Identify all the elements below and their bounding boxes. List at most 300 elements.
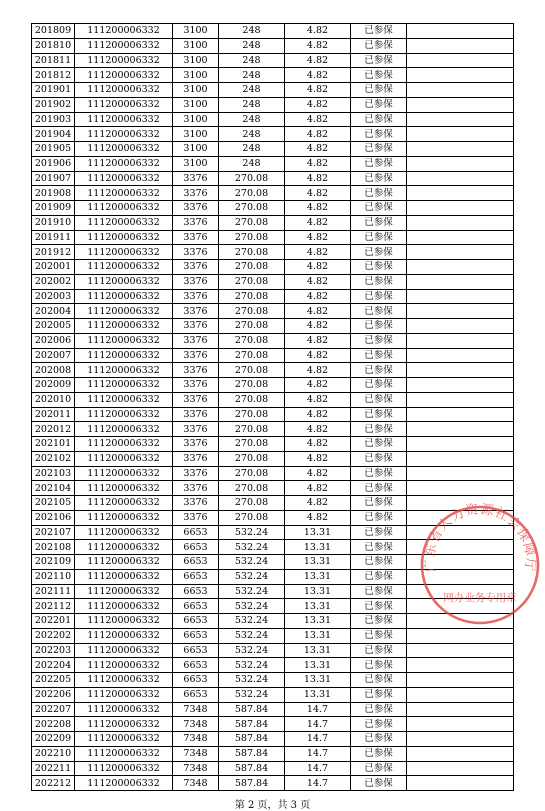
table-cell-base: 6653 — [173, 643, 219, 658]
table-row — [32, 422, 514, 437]
table-cell-status: 已参保 — [351, 53, 407, 68]
table-cell-base: 3100 — [173, 112, 219, 127]
table-cell-period: 201811 — [32, 53, 75, 68]
table-row — [32, 776, 514, 791]
table-cell-base: 6653 — [173, 540, 219, 555]
table-cell-account: 111200006332 — [75, 38, 173, 53]
table-row — [32, 348, 514, 363]
table-cell-note — [407, 201, 514, 216]
table-cell-period: 202005 — [32, 319, 75, 334]
table-cell-base: 6653 — [173, 628, 219, 643]
table-row — [32, 363, 514, 378]
table-cell-period: 202004 — [32, 304, 75, 319]
table-cell-rate: 4.82 — [285, 245, 351, 260]
table-cell-amount: 248 — [219, 127, 285, 142]
table-cell-base: 6653 — [173, 614, 219, 629]
table-cell-status: 已参保 — [351, 599, 407, 614]
table-cell-note — [407, 348, 514, 363]
table-row — [32, 289, 514, 304]
table-cell-status: 已参保 — [351, 437, 407, 452]
table-cell-period: 202109 — [32, 555, 75, 570]
table-cell-note — [407, 776, 514, 791]
table-cell-account: 111200006332 — [75, 599, 173, 614]
table-cell-rate: 4.82 — [285, 215, 351, 230]
table-cell-amount: 270.08 — [219, 230, 285, 245]
table-cell-amount: 270.08 — [219, 289, 285, 304]
table-cell-base: 7348 — [173, 717, 219, 732]
table-cell-period: 201904 — [32, 127, 75, 142]
table-cell-note — [407, 304, 514, 319]
table-cell-rate: 4.82 — [285, 156, 351, 171]
table-cell-rate: 4.82 — [285, 333, 351, 348]
table-cell-account: 111200006332 — [75, 289, 173, 304]
table-cell-rate: 4.82 — [285, 142, 351, 157]
table-cell-account: 111200006332 — [75, 53, 173, 68]
table-cell-period: 201909 — [32, 201, 75, 216]
table-row — [32, 230, 514, 245]
table-cell-status: 已参保 — [351, 112, 407, 127]
table-cell-period: 202209 — [32, 732, 75, 747]
table-row — [32, 673, 514, 688]
table-cell-base: 7348 — [173, 732, 219, 747]
table-cell-account: 111200006332 — [75, 83, 173, 98]
table-cell-rate: 13.31 — [285, 584, 351, 599]
table-cell-period: 202010 — [32, 392, 75, 407]
table-cell-account: 111200006332 — [75, 687, 173, 702]
table-cell-amount: 532.24 — [219, 658, 285, 673]
table-row — [32, 481, 514, 496]
table-cell-note — [407, 156, 514, 171]
table-cell-base: 7348 — [173, 746, 219, 761]
table-cell-period: 202204 — [32, 658, 75, 673]
table-row — [32, 392, 514, 407]
table-cell-rate: 4.82 — [285, 392, 351, 407]
table-cell-status: 已参保 — [351, 569, 407, 584]
table-cell-base: 6653 — [173, 599, 219, 614]
table-cell-base: 3376 — [173, 348, 219, 363]
table-cell-note — [407, 363, 514, 378]
table-cell-status: 已参保 — [351, 776, 407, 791]
table-cell-account: 111200006332 — [75, 510, 173, 525]
table-cell-note — [407, 230, 514, 245]
table-cell-note — [407, 333, 514, 348]
table-cell-account: 111200006332 — [75, 584, 173, 599]
table-cell-base: 6653 — [173, 673, 219, 688]
table-cell-note — [407, 746, 514, 761]
table-cell-amount: 587.84 — [219, 776, 285, 791]
table-cell-status: 已参保 — [351, 392, 407, 407]
table-cell-note — [407, 422, 514, 437]
table-cell-period: 202111 — [32, 584, 75, 599]
table-cell-base: 3100 — [173, 156, 219, 171]
table-cell-period: 202006 — [32, 333, 75, 348]
table-cell-status: 已参保 — [351, 230, 407, 245]
table-cell-base: 3376 — [173, 215, 219, 230]
table-cell-account: 111200006332 — [75, 761, 173, 776]
table-row — [32, 687, 514, 702]
table-cell-status: 已参保 — [351, 628, 407, 643]
table-cell-status: 已参保 — [351, 643, 407, 658]
table-cell-account: 111200006332 — [75, 540, 173, 555]
table-cell-status: 已参保 — [351, 407, 407, 422]
table-cell-account: 111200006332 — [75, 407, 173, 422]
table-cell-amount: 532.24 — [219, 673, 285, 688]
table-cell-base: 3376 — [173, 260, 219, 275]
table-cell-rate: 4.82 — [285, 378, 351, 393]
table-cell-status: 已参保 — [351, 289, 407, 304]
table-cell-account: 111200006332 — [75, 97, 173, 112]
table-cell-amount: 532.24 — [219, 540, 285, 555]
table-cell-note — [407, 68, 514, 83]
table-cell-base: 3376 — [173, 451, 219, 466]
table-cell-amount: 270.08 — [219, 348, 285, 363]
table-cell-rate: 13.31 — [285, 614, 351, 629]
table-cell-account: 111200006332 — [75, 245, 173, 260]
table-cell-note — [407, 127, 514, 142]
table-cell-rate: 4.82 — [285, 260, 351, 275]
table-cell-rate: 13.31 — [285, 540, 351, 555]
table-cell-status: 已参保 — [351, 260, 407, 275]
table-cell-status: 已参保 — [351, 761, 407, 776]
official-seal-stamp — [418, 503, 542, 627]
table-cell-note — [407, 289, 514, 304]
table-cell-status: 已参保 — [351, 614, 407, 629]
table-cell-note — [407, 658, 514, 673]
table-cell-note — [407, 732, 514, 747]
table-cell-note — [407, 24, 514, 39]
table-cell-account: 111200006332 — [75, 274, 173, 289]
table-row — [32, 717, 514, 732]
table-cell-rate: 4.82 — [285, 53, 351, 68]
table-cell-base: 3100 — [173, 83, 219, 98]
table-cell-amount: 248 — [219, 24, 285, 39]
table-cell-period: 201901 — [32, 83, 75, 98]
table-cell-rate: 14.7 — [285, 717, 351, 732]
table-cell-status: 已参保 — [351, 68, 407, 83]
table-cell-amount: 270.08 — [219, 481, 285, 496]
table-cell-base: 3376 — [173, 186, 219, 201]
table-cell-period: 201905 — [32, 142, 75, 157]
table-cell-account: 111200006332 — [75, 156, 173, 171]
table-cell-base: 3376 — [173, 510, 219, 525]
table-cell-status: 已参保 — [351, 186, 407, 201]
table-cell-rate: 14.7 — [285, 732, 351, 747]
table-cell-status: 已参保 — [351, 97, 407, 112]
table-cell-status: 已参保 — [351, 496, 407, 511]
table-cell-period: 202207 — [32, 702, 75, 717]
table-cell-note — [407, 687, 514, 702]
table-row — [32, 746, 514, 761]
table-cell-period: 201910 — [32, 215, 75, 230]
table-row — [32, 142, 514, 157]
table-cell-period: 202012 — [32, 422, 75, 437]
table-row — [32, 53, 514, 68]
table-cell-note — [407, 142, 514, 157]
table-cell-base: 7348 — [173, 761, 219, 776]
table-cell-status: 已参保 — [351, 687, 407, 702]
table-cell-amount: 270.08 — [219, 186, 285, 201]
table-cell-base: 3100 — [173, 142, 219, 157]
svg-text:广东省人力资源社会保障厅 — [423, 503, 539, 573]
table-cell-period: 202101 — [32, 437, 75, 452]
table-cell-rate: 4.82 — [285, 466, 351, 481]
table-cell-amount: 270.08 — [219, 407, 285, 422]
table-cell-note — [407, 186, 514, 201]
table-cell-account: 111200006332 — [75, 422, 173, 437]
table-cell-period: 202108 — [32, 540, 75, 555]
table-cell-account: 111200006332 — [75, 201, 173, 216]
table-cell-period: 202008 — [32, 363, 75, 378]
table-cell-account: 111200006332 — [75, 614, 173, 629]
table-cell-status: 已参保 — [351, 38, 407, 53]
table-row — [32, 245, 514, 260]
table-cell-amount: 270.08 — [219, 422, 285, 437]
table-cell-account: 111200006332 — [75, 392, 173, 407]
table-cell-base: 3376 — [173, 245, 219, 260]
table-cell-base: 3376 — [173, 333, 219, 348]
table-cell-status: 已参保 — [351, 156, 407, 171]
table-cell-base: 3376 — [173, 304, 219, 319]
table-cell-rate: 4.82 — [285, 363, 351, 378]
table-cell-note — [407, 171, 514, 186]
table-row — [32, 201, 514, 216]
table-cell-rate: 13.31 — [285, 555, 351, 570]
table-cell-rate: 4.82 — [285, 348, 351, 363]
table-row — [32, 215, 514, 230]
table-cell-account: 111200006332 — [75, 112, 173, 127]
table-cell-base: 3376 — [173, 378, 219, 393]
table-cell-account: 111200006332 — [75, 525, 173, 540]
table-cell-base: 3376 — [173, 171, 219, 186]
table-cell-period: 201903 — [32, 112, 75, 127]
table-cell-note — [407, 761, 514, 776]
table-cell-base: 3376 — [173, 466, 219, 481]
table-cell-amount: 270.08 — [219, 171, 285, 186]
table-row — [32, 451, 514, 466]
table-cell-period: 201810 — [32, 38, 75, 53]
table-cell-period: 202208 — [32, 717, 75, 732]
table-cell-rate: 14.7 — [285, 702, 351, 717]
table-cell-amount: 248 — [219, 112, 285, 127]
table-cell-base: 6653 — [173, 569, 219, 584]
table-cell-note — [407, 717, 514, 732]
table-cell-account: 111200006332 — [75, 142, 173, 157]
table-cell-rate: 4.82 — [285, 83, 351, 98]
table-cell-period: 202202 — [32, 628, 75, 643]
table-cell-rate: 14.7 — [285, 761, 351, 776]
table-cell-account: 111200006332 — [75, 451, 173, 466]
table-cell-amount: 248 — [219, 97, 285, 112]
table-row — [32, 83, 514, 98]
table-cell-account: 111200006332 — [75, 569, 173, 584]
table-cell-status: 已参保 — [351, 746, 407, 761]
table-cell-rate: 4.82 — [285, 201, 351, 216]
table-cell-base: 3100 — [173, 53, 219, 68]
table-cell-status: 已参保 — [351, 525, 407, 540]
table-cell-amount: 532.24 — [219, 569, 285, 584]
table-cell-status: 已参保 — [351, 673, 407, 688]
table-cell-amount: 270.08 — [219, 260, 285, 275]
table-cell-account: 111200006332 — [75, 363, 173, 378]
table-cell-base: 3376 — [173, 230, 219, 245]
table-cell-account: 111200006332 — [75, 732, 173, 747]
table-cell-base: 3376 — [173, 407, 219, 422]
table-cell-account: 111200006332 — [75, 628, 173, 643]
table-cell-status: 已参保 — [351, 732, 407, 747]
table-cell-note — [407, 702, 514, 717]
table-cell-base: 3100 — [173, 68, 219, 83]
table-row — [32, 702, 514, 717]
table-row — [32, 97, 514, 112]
table-cell-status: 已参保 — [351, 201, 407, 216]
table-cell-amount: 532.24 — [219, 643, 285, 658]
table-cell-base: 6653 — [173, 658, 219, 673]
table-cell-rate: 4.82 — [285, 422, 351, 437]
table-cell-period: 202104 — [32, 481, 75, 496]
table-cell-period: 202009 — [32, 378, 75, 393]
insurance-records-table — [31, 23, 514, 791]
table-cell-rate: 4.82 — [285, 496, 351, 511]
table-cell-base: 6653 — [173, 687, 219, 702]
table-cell-status: 已参保 — [351, 127, 407, 142]
table-cell-status: 已参保 — [351, 584, 407, 599]
table-cell-rate: 14.7 — [285, 776, 351, 791]
table-cell-amount: 532.24 — [219, 584, 285, 599]
table-cell-amount: 532.24 — [219, 628, 285, 643]
table-cell-amount: 270.08 — [219, 363, 285, 378]
table-cell-amount: 270.08 — [219, 466, 285, 481]
table-cell-note — [407, 112, 514, 127]
table-cell-rate: 13.31 — [285, 658, 351, 673]
table-cell-note — [407, 392, 514, 407]
table-cell-rate: 4.82 — [285, 407, 351, 422]
table-cell-account: 111200006332 — [75, 260, 173, 275]
table-cell-rate: 4.82 — [285, 171, 351, 186]
table-cell-period: 202107 — [32, 525, 75, 540]
table-row — [32, 437, 514, 452]
table-cell-status: 已参保 — [351, 466, 407, 481]
table-cell-amount: 270.08 — [219, 510, 285, 525]
table-cell-base: 3376 — [173, 392, 219, 407]
table-cell-rate: 4.82 — [285, 24, 351, 39]
table-cell-account: 111200006332 — [75, 466, 173, 481]
table-cell-base: 3376 — [173, 481, 219, 496]
table-cell-rate: 4.82 — [285, 481, 351, 496]
table-cell-note — [407, 274, 514, 289]
table-cell-amount: 270.08 — [219, 201, 285, 216]
table-cell-note — [407, 260, 514, 275]
table-cell-rate: 4.82 — [285, 68, 351, 83]
table-cell-rate: 4.82 — [285, 230, 351, 245]
table-cell-account: 111200006332 — [75, 127, 173, 142]
table-cell-period: 201809 — [32, 24, 75, 39]
table-cell-note — [407, 481, 514, 496]
table-row — [32, 304, 514, 319]
table-cell-period: 202206 — [32, 687, 75, 702]
table-row — [32, 319, 514, 334]
table-cell-note — [407, 215, 514, 230]
table-cell-status: 已参保 — [351, 304, 407, 319]
table-cell-account: 111200006332 — [75, 437, 173, 452]
table-cell-period: 202212 — [32, 776, 75, 791]
table-cell-period: 201812 — [32, 68, 75, 83]
table-cell-base: 3100 — [173, 97, 219, 112]
table-row — [32, 628, 514, 643]
table-cell-amount: 532.24 — [219, 599, 285, 614]
table-cell-period: 201912 — [32, 245, 75, 260]
table-cell-base: 7348 — [173, 776, 219, 791]
table-cell-status: 已参保 — [351, 363, 407, 378]
table-cell-rate: 13.31 — [285, 628, 351, 643]
table-cell-base: 3100 — [173, 127, 219, 142]
table-cell-status: 已参保 — [351, 555, 407, 570]
table-row — [32, 732, 514, 747]
table-cell-rate: 4.82 — [285, 38, 351, 53]
table-cell-amount: 270.08 — [219, 274, 285, 289]
seal-ring-text: 广东省人力资源社会保障厅 — [422, 503, 538, 573]
table-cell-rate: 13.31 — [285, 687, 351, 702]
table-cell-amount: 270.08 — [219, 333, 285, 348]
table-cell-rate: 13.31 — [285, 643, 351, 658]
table-cell-note — [407, 407, 514, 422]
table-cell-amount: 270.08 — [219, 496, 285, 511]
table-cell-account: 111200006332 — [75, 746, 173, 761]
table-cell-account: 111200006332 — [75, 643, 173, 658]
table-cell-amount: 248 — [219, 53, 285, 68]
table-cell-amount: 532.24 — [219, 614, 285, 629]
table-cell-base: 3376 — [173, 289, 219, 304]
table-cell-rate: 13.31 — [285, 569, 351, 584]
table-cell-account: 111200006332 — [75, 230, 173, 245]
table-cell-amount: 248 — [219, 38, 285, 53]
table-cell-rate: 4.82 — [285, 112, 351, 127]
table-cell-period: 202002 — [32, 274, 75, 289]
table-cell-rate: 13.31 — [285, 599, 351, 614]
table-cell-status: 已参保 — [351, 658, 407, 673]
table-row — [32, 333, 514, 348]
table-cell-account: 111200006332 — [75, 186, 173, 201]
table-cell-amount: 587.84 — [219, 702, 285, 717]
table-cell-period: 201906 — [32, 156, 75, 171]
table-cell-amount: 587.84 — [219, 717, 285, 732]
table-cell-amount: 270.08 — [219, 319, 285, 334]
table-cell-status: 已参保 — [351, 24, 407, 39]
table-cell-rate: 13.31 — [285, 673, 351, 688]
table-cell-amount: 532.24 — [219, 555, 285, 570]
table-cell-base: 3376 — [173, 422, 219, 437]
table-cell-amount: 587.84 — [219, 746, 285, 761]
table-cell-note — [407, 53, 514, 68]
seal-bottom-text: 网办业务专用章 — [443, 592, 517, 604]
table-cell-account: 111200006332 — [75, 555, 173, 570]
table-cell-amount: 270.08 — [219, 378, 285, 393]
table-cell-rate: 4.82 — [285, 127, 351, 142]
table-cell-status: 已参保 — [351, 717, 407, 732]
table-cell-rate: 4.82 — [285, 319, 351, 334]
table-cell-amount: 587.84 — [219, 732, 285, 747]
table-cell-rate: 4.82 — [285, 304, 351, 319]
table-cell-status: 已参保 — [351, 510, 407, 525]
table-cell-account: 111200006332 — [75, 319, 173, 334]
table-cell-amount: 248 — [219, 156, 285, 171]
table-cell-status: 已参保 — [351, 422, 407, 437]
table-row — [32, 761, 514, 776]
table-cell-note — [407, 97, 514, 112]
table-cell-account: 111200006332 — [75, 658, 173, 673]
table-cell-rate: 4.82 — [285, 97, 351, 112]
table-cell-rate: 14.7 — [285, 746, 351, 761]
table-cell-account: 111200006332 — [75, 68, 173, 83]
